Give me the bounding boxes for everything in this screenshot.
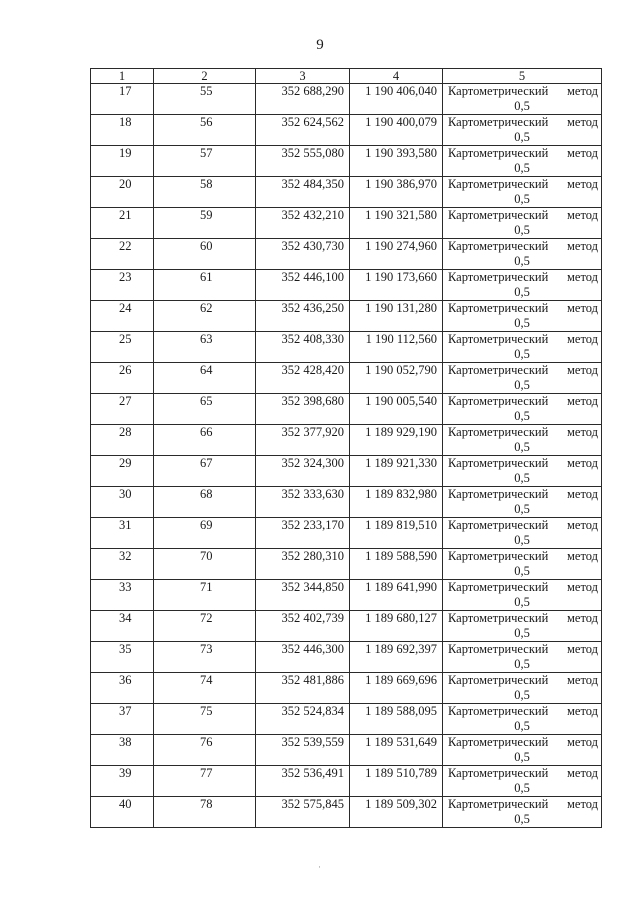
y-coordinate-cell: 1 189 531,649 [350,735,443,766]
x-coordinate-cell: 352 524,834 [256,704,350,735]
row-number-cell: 37 [91,704,154,735]
method-text: Картометрический метод [448,673,598,687]
table-row [91,301,602,332]
row-number-cell: 31 [91,518,154,549]
method-cell [443,270,602,301]
x-coordinate-cell: 352 280,310 [256,549,350,580]
column-header-1: 1 [91,69,154,84]
point-number-cell: 68 [154,487,256,518]
column-header-5: 5 [443,69,602,84]
column-header-2: 2 [154,69,256,84]
accuracy-text: 0,5 [514,533,530,547]
table-row [91,394,602,425]
method-cell [443,84,602,115]
method-text: Картометрический метод [448,425,598,439]
x-coordinate-cell: 352 233,170 [256,518,350,549]
method-text: Картометрический метод [448,518,598,532]
point-number-cell: 72 [154,611,256,642]
table-row [91,549,602,580]
table-row [91,487,602,518]
table-row [91,673,602,704]
method-cell [443,177,602,208]
table-row [91,704,602,735]
table-row [91,518,602,549]
table-row [91,580,602,611]
method-text: Картометрический метод [448,487,598,501]
method-cell [443,704,602,735]
accuracy-text: 0,5 [514,223,530,237]
x-coordinate-cell: 352 402,739 [256,611,350,642]
accuracy-text: 0,5 [514,502,530,516]
method-cell [443,425,602,456]
column-header-4: 4 [350,69,443,84]
x-coordinate-cell: 352 432,210 [256,208,350,239]
x-coordinate-cell: 352 333,630 [256,487,350,518]
x-coordinate-cell: 352 575,845 [256,797,350,828]
table-body [91,84,602,828]
point-number-cell: 59 [154,208,256,239]
point-number-cell: 75 [154,704,256,735]
x-coordinate-cell: 352 430,730 [256,239,350,270]
row-number-cell: 24 [91,301,154,332]
point-number-cell: 70 [154,549,256,580]
row-number-cell: 23 [91,270,154,301]
table-row [91,115,602,146]
row-number-cell: 27 [91,394,154,425]
row-number-cell: 22 [91,239,154,270]
row-number-cell: 17 [91,84,154,115]
point-number-cell: 56 [154,115,256,146]
x-coordinate-cell: 352 446,300 [256,642,350,673]
method-text: Картометрический метод [448,332,598,346]
row-number-cell: 35 [91,642,154,673]
row-number-cell: 38 [91,735,154,766]
method-text: Картометрический метод [448,363,598,377]
accuracy-text: 0,5 [514,254,530,268]
table-row [91,177,602,208]
row-number-cell: 28 [91,425,154,456]
method-cell [443,332,602,363]
accuracy-text: 0,5 [514,719,530,733]
method-text: Картометрический метод [448,394,598,408]
accuracy-text: 0,5 [514,130,530,144]
method-cell [443,518,602,549]
x-coordinate-cell: 352 688,290 [256,84,350,115]
x-coordinate-cell: 352 344,850 [256,580,350,611]
x-coordinate-cell: 352 408,330 [256,332,350,363]
method-text: Картометрический метод [448,611,598,625]
point-number-cell: 73 [154,642,256,673]
method-cell [443,394,602,425]
x-coordinate-cell: 352 484,350 [256,177,350,208]
accuracy-text: 0,5 [514,688,530,702]
row-number-cell: 21 [91,208,154,239]
row-number-cell: 33 [91,580,154,611]
y-coordinate-cell: 1 189 510,789 [350,766,443,797]
point-number-cell: 55 [154,84,256,115]
method-text: Картометрический метод [448,549,598,563]
y-coordinate-cell: 1 189 819,510 [350,518,443,549]
y-coordinate-cell: 1 189 692,397 [350,642,443,673]
x-coordinate-cell: 352 481,886 [256,673,350,704]
method-cell [443,301,602,332]
table-row [91,425,602,456]
point-number-cell: 71 [154,580,256,611]
table-row [91,208,602,239]
point-number-cell: 74 [154,673,256,704]
scan-mark: · [318,862,321,872]
y-coordinate-cell: 1 190 386,970 [350,177,443,208]
method-text: Картометрический метод [448,239,598,253]
accuracy-text: 0,5 [514,316,530,330]
point-number-cell: 60 [154,239,256,270]
method-text: Картометрический метод [448,177,598,191]
point-number-cell: 62 [154,301,256,332]
column-header-3: 3 [256,69,350,84]
x-coordinate-cell: 352 536,491 [256,766,350,797]
row-number-cell: 30 [91,487,154,518]
row-number-cell: 32 [91,549,154,580]
row-number-cell: 26 [91,363,154,394]
y-coordinate-cell: 1 190 274,960 [350,239,443,270]
point-number-cell: 67 [154,456,256,487]
method-cell [443,456,602,487]
y-coordinate-cell: 1 189 929,190 [350,425,443,456]
method-text: Картометрический метод [448,84,598,98]
table-row [91,735,602,766]
method-text: Картометрический метод [448,301,598,315]
method-cell [443,642,602,673]
accuracy-text: 0,5 [514,657,530,671]
y-coordinate-cell: 1 189 509,302 [350,797,443,828]
table-row [91,84,602,115]
point-number-cell: 69 [154,518,256,549]
accuracy-text: 0,5 [514,750,530,764]
row-number-cell: 20 [91,177,154,208]
page-number: 9 [316,37,324,53]
method-text: Картометрический метод [448,208,598,222]
row-number-cell: 34 [91,611,154,642]
method-cell [443,239,602,270]
y-coordinate-cell: 1 190 406,040 [350,84,443,115]
y-coordinate-cell: 1 190 393,580 [350,146,443,177]
point-number-cell: 66 [154,425,256,456]
x-coordinate-cell: 352 377,920 [256,425,350,456]
table-row [91,766,602,797]
x-coordinate-cell: 352 324,300 [256,456,350,487]
row-number-cell: 40 [91,797,154,828]
row-number-cell: 19 [91,146,154,177]
point-number-cell: 58 [154,177,256,208]
method-text: Картометрический метод [448,146,598,160]
method-cell [443,487,602,518]
y-coordinate-cell: 1 190 173,660 [350,270,443,301]
coordinates-table [90,68,602,828]
method-cell [443,549,602,580]
y-coordinate-cell: 1 190 400,079 [350,115,443,146]
accuracy-text: 0,5 [514,812,530,826]
table-row [91,797,602,828]
y-coordinate-cell: 1 190 052,790 [350,363,443,394]
row-number-cell: 39 [91,766,154,797]
accuracy-text: 0,5 [514,564,530,578]
point-number-cell: 64 [154,363,256,394]
table-row [91,363,602,394]
row-number-cell: 36 [91,673,154,704]
y-coordinate-cell: 1 190 131,280 [350,301,443,332]
method-cell [443,146,602,177]
accuracy-text: 0,5 [514,347,530,361]
accuracy-text: 0,5 [514,781,530,795]
table-row [91,270,602,301]
method-text: Картометрический метод [448,115,598,129]
row-number-cell: 29 [91,456,154,487]
y-coordinate-cell: 1 189 832,980 [350,487,443,518]
y-coordinate-cell: 1 189 588,095 [350,704,443,735]
accuracy-text: 0,5 [514,471,530,485]
method-cell [443,735,602,766]
x-coordinate-cell: 352 398,680 [256,394,350,425]
method-cell [443,611,602,642]
method-cell [443,363,602,394]
x-coordinate-cell: 352 624,562 [256,115,350,146]
row-number-cell: 18 [91,115,154,146]
table-row [91,239,602,270]
accuracy-text: 0,5 [514,192,530,206]
method-text: Картометрический метод [448,642,598,656]
accuracy-text: 0,5 [514,161,530,175]
method-cell [443,208,602,239]
table-row [91,642,602,673]
accuracy-text: 0,5 [514,285,530,299]
y-coordinate-cell: 1 190 321,580 [350,208,443,239]
method-cell [443,115,602,146]
point-number-cell: 77 [154,766,256,797]
y-coordinate-cell: 1 189 921,330 [350,456,443,487]
accuracy-text: 0,5 [514,99,530,113]
y-coordinate-cell: 1 189 588,590 [350,549,443,580]
point-number-cell: 61 [154,270,256,301]
point-number-cell: 63 [154,332,256,363]
method-text: Картометрический метод [448,270,598,284]
x-coordinate-cell: 352 428,420 [256,363,350,394]
table-row [91,146,602,177]
x-coordinate-cell: 352 555,080 [256,146,350,177]
row-number-cell: 25 [91,332,154,363]
x-coordinate-cell: 352 539,559 [256,735,350,766]
accuracy-text: 0,5 [514,440,530,454]
method-text: Картометрический метод [448,704,598,718]
method-text: Картометрический метод [448,456,598,470]
method-text: Картометрический метод [448,797,598,811]
y-coordinate-cell: 1 189 669,696 [350,673,443,704]
table-header-row [91,69,602,84]
method-cell [443,673,602,704]
point-number-cell: 78 [154,797,256,828]
table-row [91,611,602,642]
accuracy-text: 0,5 [514,378,530,392]
method-text: Картометрический метод [448,735,598,749]
y-coordinate-cell: 1 190 112,560 [350,332,443,363]
accuracy-text: 0,5 [514,626,530,640]
y-coordinate-cell: 1 190 005,540 [350,394,443,425]
table-row [91,332,602,363]
x-coordinate-cell: 352 446,100 [256,270,350,301]
y-coordinate-cell: 1 189 680,127 [350,611,443,642]
accuracy-text: 0,5 [514,409,530,423]
y-coordinate-cell: 1 189 641,990 [350,580,443,611]
method-text: Картометрический метод [448,766,598,780]
method-text: Картометрический метод [448,580,598,594]
method-cell [443,766,602,797]
accuracy-text: 0,5 [514,595,530,609]
point-number-cell: 57 [154,146,256,177]
method-cell [443,797,602,828]
table-row [91,456,602,487]
x-coordinate-cell: 352 436,250 [256,301,350,332]
point-number-cell: 76 [154,735,256,766]
method-cell [443,580,602,611]
point-number-cell: 65 [154,394,256,425]
